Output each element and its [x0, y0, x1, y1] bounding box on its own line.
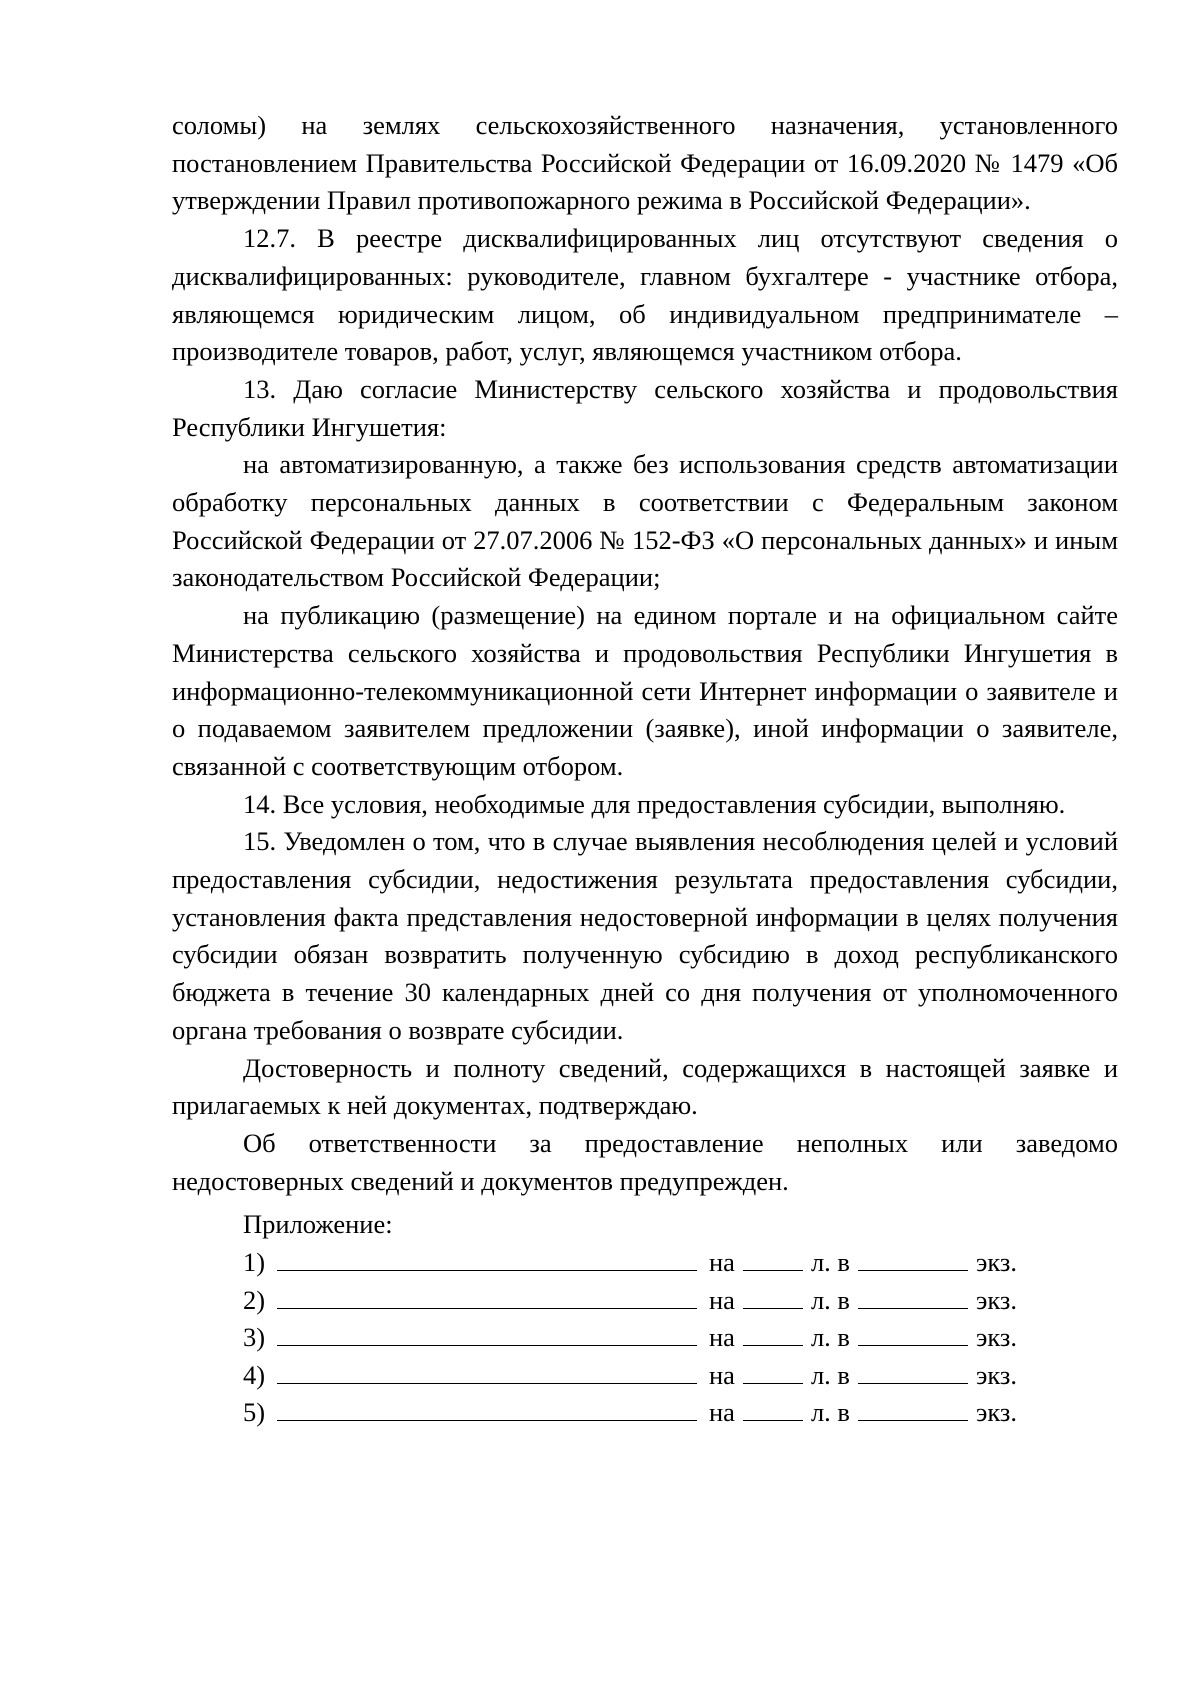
- attachment-number: 5): [243, 1397, 266, 1428]
- attachment-number: 2): [243, 1284, 266, 1315]
- paragraph-14: 14. Все условия, необходимые для предоставления субсидии, выполняю.: [243, 788, 1066, 819]
- attachment-copies-field[interactable]: [858, 1319, 968, 1346]
- attachment-row: [172, 1282, 1118, 1320]
- attachment-row: [172, 1394, 1118, 1432]
- attachment-sheets-label: л. в: [810, 1359, 850, 1390]
- attachment-name-field[interactable]: [277, 1319, 697, 1346]
- attachment-na-label: на: [709, 1322, 735, 1353]
- attachment-number: 4): [243, 1359, 266, 1390]
- attachment-row: [172, 1244, 1118, 1282]
- attachment-copies-label: экз.: [975, 1397, 1017, 1428]
- paragraph-13: 13. Даю согласие Министерству сельского хозяйства и продовольствия Республики Ингушетия:: [172, 373, 1118, 442]
- attachment-na-label: на: [709, 1247, 735, 1278]
- attachment-na-label: на: [709, 1284, 735, 1315]
- paragraph-13-processing: на автоматизированную, а также без использования средств автоматизации обработку персональных данных в соответствии с Федеральным законом Российской Федерации от 27.07.2006 № 152-ФЗ «О персональных данных» и иным законодательством Российской Федерации;: [172, 449, 1118, 593]
- paragraph-13-publication: на публикацию (размещение) на едином портале и на официальном сайте Министерства сельского хозяйства и продовольствия Республики Ингушетия в информационно-телекоммуникационной сети Интернет информации о заявителе и о подаваемом заявителем предложении (заявке), иной информации о заявителе, связанной с соответствующим отбором.: [172, 600, 1118, 781]
- attachment-copies-label: экз.: [975, 1284, 1017, 1315]
- attachment-sheets-field[interactable]: [743, 1282, 803, 1309]
- attachment-copies-label: экз.: [975, 1322, 1017, 1353]
- attachment-sheets-field[interactable]: [743, 1244, 803, 1271]
- attachment-row: [172, 1357, 1118, 1395]
- attachment-number: 3): [243, 1322, 266, 1353]
- attachment-na-label: на: [709, 1397, 735, 1428]
- attachment-sheets-field[interactable]: [743, 1319, 803, 1346]
- attachment-copies-field[interactable]: [858, 1357, 968, 1384]
- attachments-heading: Приложение:: [243, 1209, 393, 1240]
- attachment-copies-label: экз.: [975, 1359, 1017, 1390]
- attachment-sheets-label: л. в: [810, 1397, 850, 1428]
- paragraph-12-7: 12.7. В реестре дисквалифицированных лиц отсутствуют сведения о дисквалифицированных: руководителе, главном бухгалтере - участнике отбора, являющемся юридическим лицом, об индивидуальном предпринимателе – производителе товаров, работ, услуг, являющемся участником отбора.: [172, 223, 1118, 367]
- attachment-sheets-label: л. в: [810, 1284, 850, 1315]
- paragraph-responsibility: Об ответственности за предоставление неполных или заведомо недостоверных сведений и документов предупрежден.: [172, 1127, 1118, 1196]
- paragraph-15: 15. Уведомлен о том, что в случае выявления несоблюдения целей и условий предоставления субсидии, недостижения результата предоставления субсидии, установления факта представления недостоверной информации в целях получения субсидии обязан возвратить полученную субсидию в доход республиканского бюджета в течение 30 календарных дней со дня получения от уполномоченного органа требования о возврате субсидии.: [172, 826, 1118, 1045]
- attachment-copies-field[interactable]: [858, 1244, 968, 1271]
- paragraph-straw-burning: соломы) на землях сельскохозяйственного назначения, установленного постановлением Правительства Российской Федерации от 16.09.2020 № 1479 «Об утверждении Правил противопожарного режима в Российской Федерации».: [172, 110, 1118, 216]
- attachment-row: [172, 1319, 1118, 1357]
- attachment-copies-field[interactable]: [858, 1282, 968, 1309]
- attachment-sheets-label: л. в: [810, 1322, 850, 1353]
- attachment-sheets-label: л. в: [810, 1247, 850, 1278]
- attachments-list: [172, 1244, 1118, 1432]
- attachment-sheets-field[interactable]: [743, 1394, 803, 1421]
- attachment-copies-label: экз.: [975, 1247, 1017, 1278]
- attachment-copies-field[interactable]: [858, 1394, 968, 1421]
- attachment-name-field[interactable]: [277, 1394, 697, 1421]
- attachment-name-field[interactable]: [277, 1282, 697, 1309]
- attachment-na-label: на: [709, 1359, 735, 1390]
- attachment-name-field[interactable]: [277, 1244, 697, 1271]
- attachment-number: 1): [243, 1247, 266, 1278]
- attachment-sheets-field[interactable]: [743, 1357, 803, 1384]
- attachment-name-field[interactable]: [277, 1357, 697, 1384]
- paragraph-reliability: Достоверность и полноту сведений, содержащихся в настоящей заявке и прилагаемых к ней документах, подтверждаю.: [172, 1052, 1118, 1121]
